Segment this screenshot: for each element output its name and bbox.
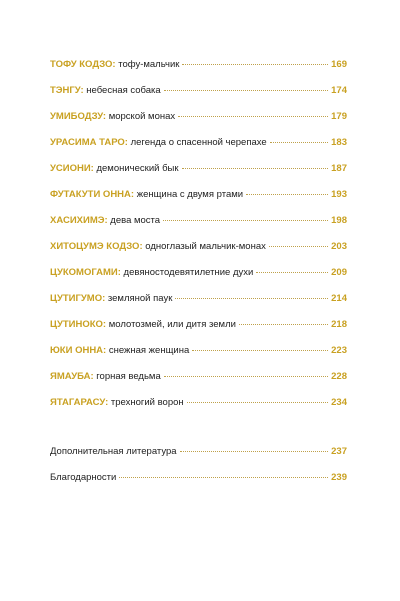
entry-description: горная ведьма <box>96 371 161 382</box>
toc-extra-entry <box>50 445 347 471</box>
toc-entry <box>50 266 347 292</box>
dot-leader <box>270 142 328 143</box>
dot-leader <box>164 376 328 377</box>
entry-term: ЦУКОМОГАМИ: <box>50 267 121 278</box>
entry-page-number: 223 <box>331 345 347 356</box>
dot-leader <box>119 477 328 478</box>
dot-leader <box>246 194 328 195</box>
entry-description: небесная собака <box>86 85 161 96</box>
extra-page-number: 239 <box>331 472 347 483</box>
entry-description: морской монах <box>108 111 176 122</box>
toc-entry <box>50 318 347 344</box>
table-of-contents <box>50 58 347 422</box>
toc-entry <box>50 370 347 396</box>
toc-entry <box>50 292 347 318</box>
entry-term: ЯМАУБА: <box>50 371 94 382</box>
extra-label: Дополнительная литература <box>50 446 177 457</box>
entry-term: ЮКИ ОННА: <box>50 345 107 356</box>
entry-term: УСИОНИ: <box>50 163 94 174</box>
entry-term: УМИБОДЗУ: <box>50 111 107 122</box>
dot-leader <box>175 298 328 299</box>
entry-page-number: 174 <box>331 85 347 96</box>
toc-entry <box>50 344 347 370</box>
dot-leader <box>239 324 328 325</box>
entry-page-number: 228 <box>331 371 347 382</box>
toc-entry <box>50 214 347 240</box>
entry-description: девяностодевятилетние духи <box>123 267 254 278</box>
entry-term: ФУТАКУТИ ОННА: <box>50 189 135 200</box>
extra-label: Благодарности <box>50 472 117 483</box>
entry-page-number: 203 <box>331 241 347 252</box>
dot-leader <box>164 90 328 91</box>
dot-leader <box>269 246 328 247</box>
dot-leader <box>180 451 329 452</box>
entry-page-number: 234 <box>331 397 347 408</box>
entry-page-number: 209 <box>331 267 347 278</box>
entry-term: ЦУТИГУМО: <box>50 293 106 304</box>
extra-page-number: 237 <box>331 446 347 457</box>
toc-entry <box>50 188 347 214</box>
entry-description: демонический бык <box>96 163 179 174</box>
toc-entry <box>50 58 347 84</box>
entry-term: ХИТОЦУМЭ КОДЗО: <box>50 241 143 252</box>
dot-leader <box>182 168 329 169</box>
entry-term: ЦУТИНОКО: <box>50 319 107 330</box>
back-matter <box>50 445 347 497</box>
entry-description: легенда о спасенной черепахе <box>130 137 267 148</box>
entry-description: дева моста <box>110 215 161 226</box>
dot-leader <box>178 116 328 117</box>
entry-page-number: 169 <box>331 59 347 70</box>
dot-leader <box>182 64 328 65</box>
entry-term: ХАСИХИМЭ: <box>50 215 108 226</box>
dot-leader <box>163 220 328 221</box>
toc-entry <box>50 136 347 162</box>
dot-leader <box>192 350 328 351</box>
toc-entry <box>50 84 347 110</box>
toc-extra-entry <box>50 471 347 497</box>
entry-description: земляной паук <box>107 293 173 304</box>
entry-description: снежная женщина <box>108 345 190 356</box>
entry-term: ТОФУ КОДЗО: <box>50 59 116 70</box>
toc-entry <box>50 240 347 266</box>
entry-page-number: 187 <box>331 163 347 174</box>
entry-term: УРАСИМА ТАРО: <box>50 137 128 148</box>
entry-description: трехногий ворон <box>110 397 184 408</box>
dot-leader <box>187 402 329 403</box>
entry-description: женщина с двумя ртами <box>136 189 244 200</box>
entry-page-number: 218 <box>331 319 347 330</box>
toc-entry <box>50 162 347 188</box>
entry-page-number: 214 <box>331 293 347 304</box>
dot-leader <box>256 272 328 273</box>
toc-entry <box>50 110 347 136</box>
entry-description: одноглазый мальчик-монах <box>145 241 266 252</box>
entry-page-number: 179 <box>331 111 347 122</box>
toc-entry <box>50 396 347 422</box>
entry-page-number: 193 <box>331 189 347 200</box>
entry-term: ТЭНГУ: <box>50 85 84 96</box>
entry-page-number: 198 <box>331 215 347 226</box>
entry-term: ЯТАГАРАСУ: <box>50 397 109 408</box>
entry-description: молотозмей, или дитя земли <box>108 319 236 330</box>
entry-page-number: 183 <box>331 137 347 148</box>
entry-description: тофу-мальчик <box>118 59 180 70</box>
